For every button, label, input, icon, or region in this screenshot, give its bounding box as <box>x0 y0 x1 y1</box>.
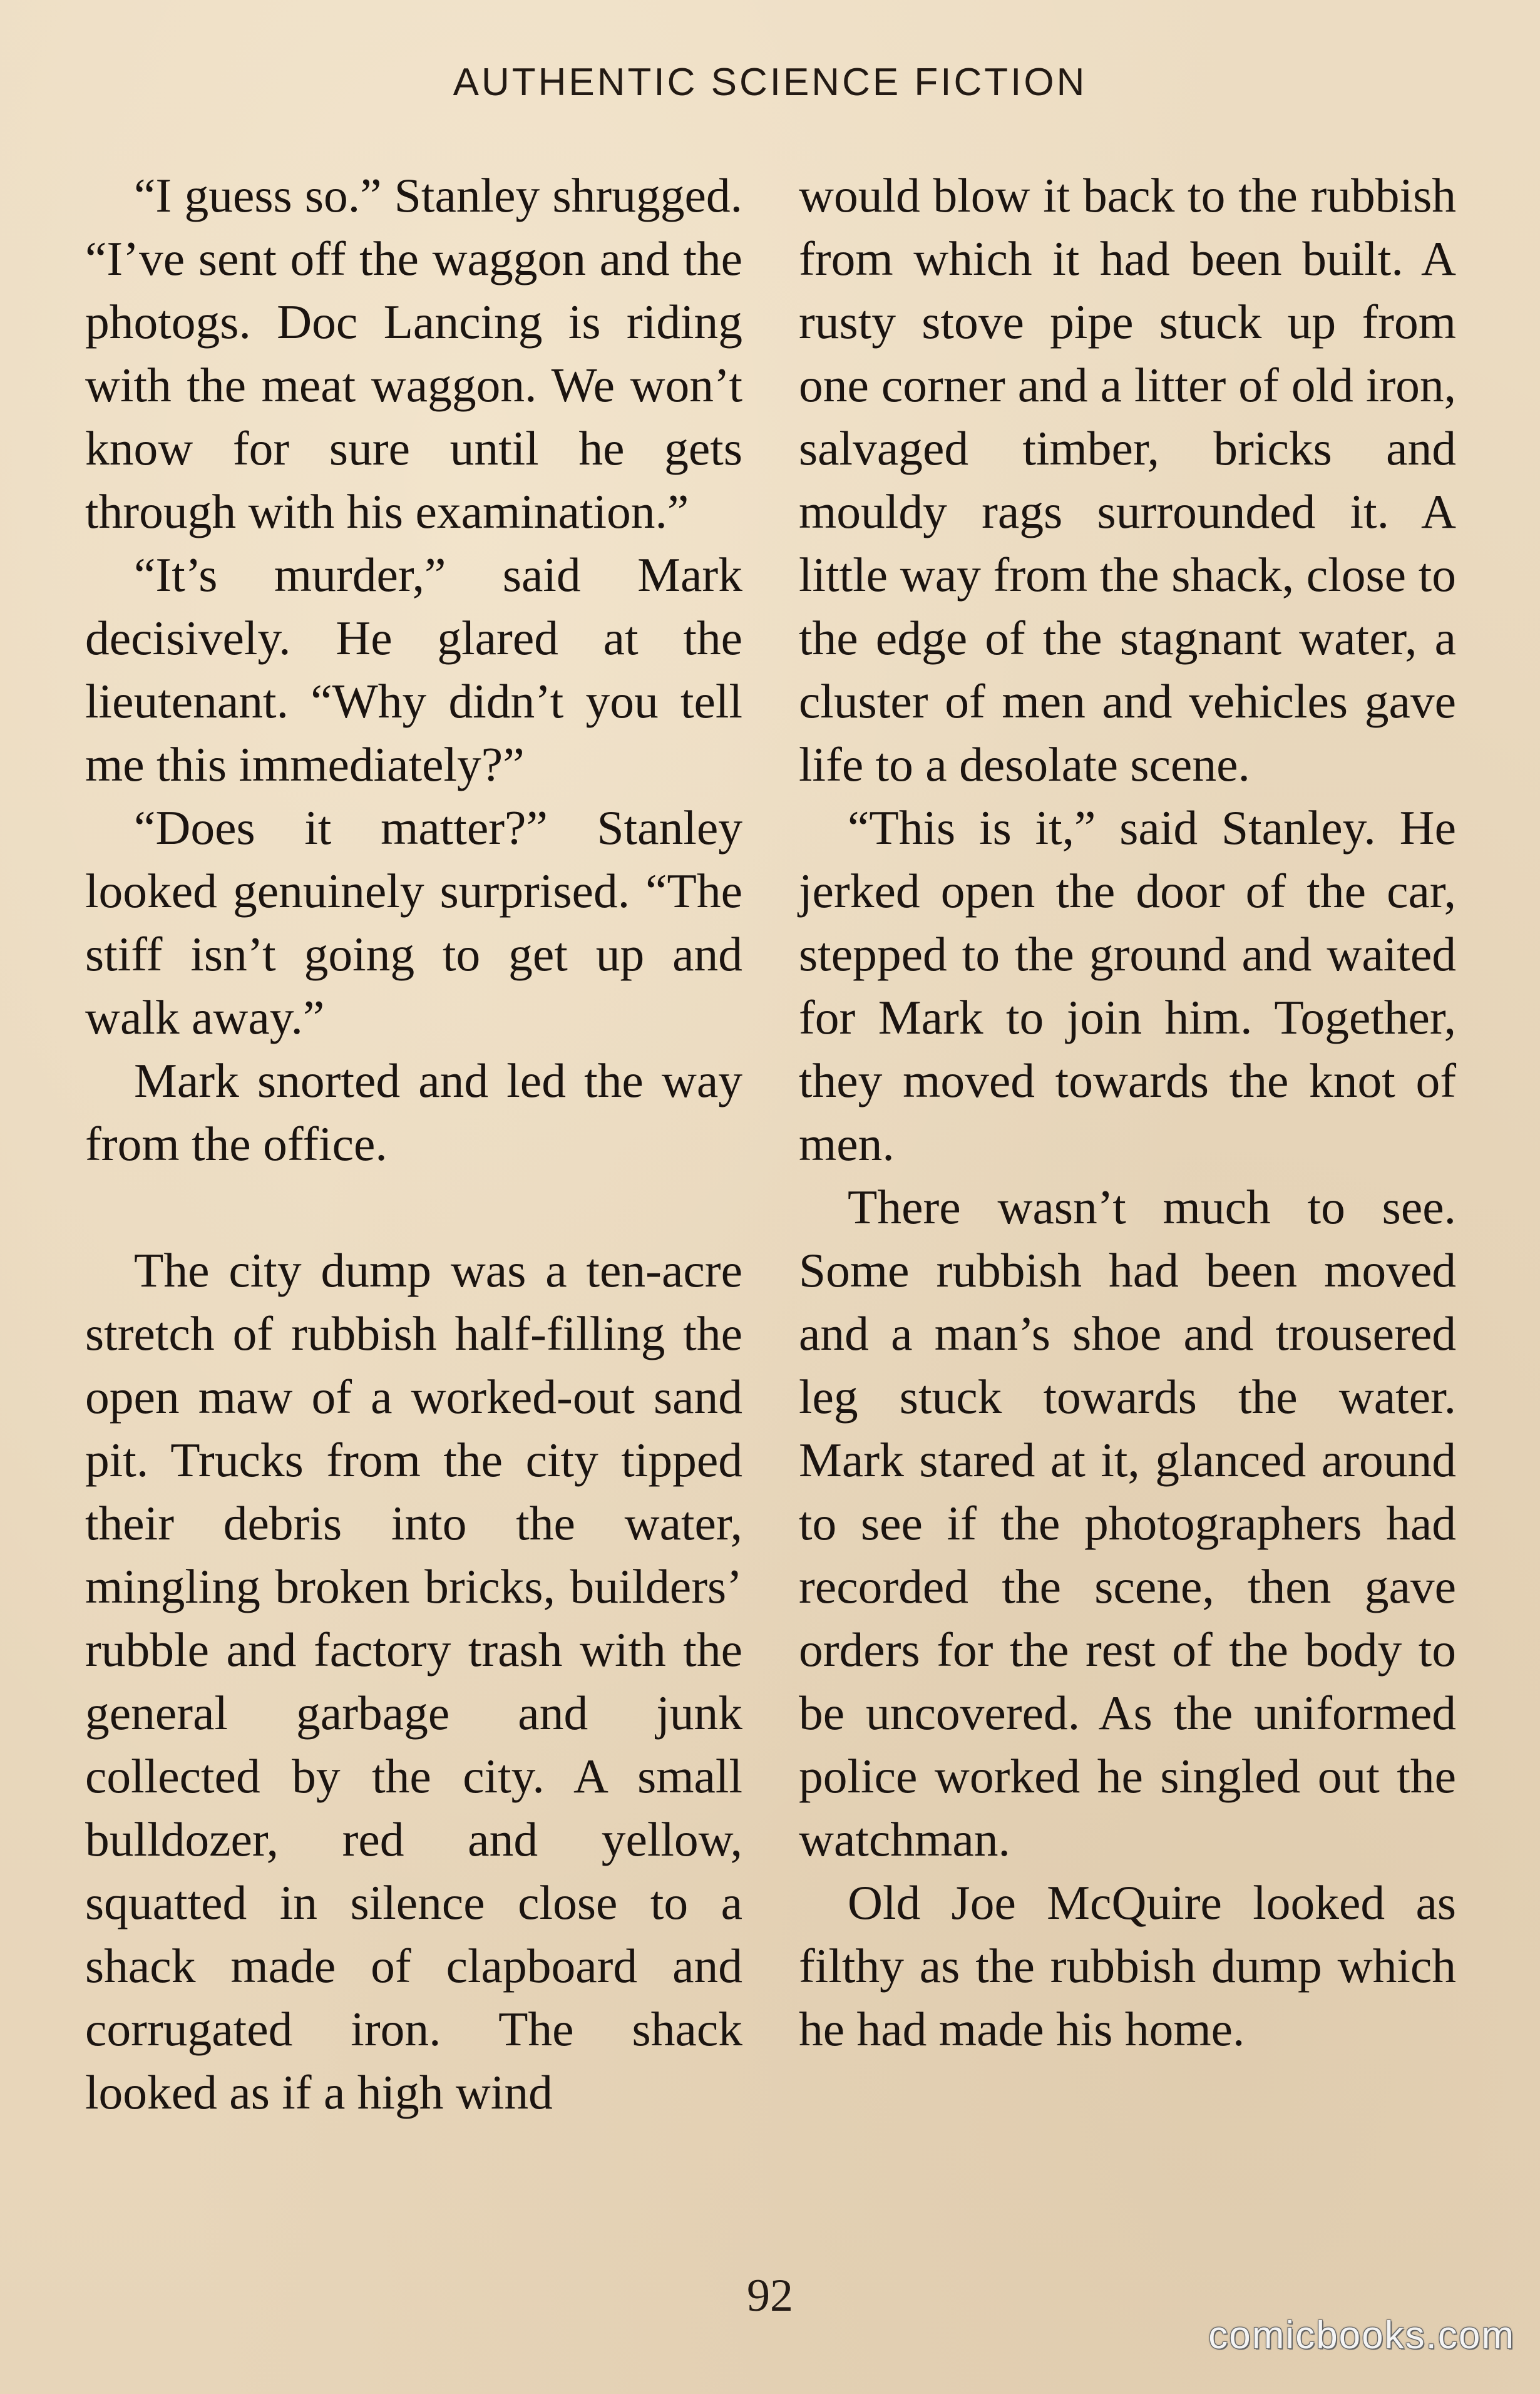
left-paragraph-3: “Does it matter?” Stanley looked genuinely surprised. “The stiff isn’t going to get up and walk away.” <box>85 801 742 1044</box>
page-number: 92 <box>747 2270 793 2321</box>
left-paragraph-5: The city dump was a ten-acre stretch of rubbish half-filling the open maw of a worked-out sand pit. Trucks from the city tipped their debris into the water, mingling broken bricks, builders’ rubble and factory trash with the general garbage and junk collected by the city. A small bulldozer, red and yellow, squatted in silence close to a shack made of clapboard and corrugated iron. The shack looked as if a high wind <box>85 1243 742 2119</box>
right-paragraph-2: “This is it,” said Stanley. He jerked open the door of the car, stepped to the ground and waited for Mark to join him. Together, they moved towards the knot of men. <box>799 801 1456 1171</box>
right-column <box>799 164 1456 2061</box>
left-paragraph-2: “It’s murder,” said Mark decisively. He glared at the lieutenant. “Why didn’t you tell me this immediately?” <box>85 548 742 791</box>
running-head: AUTHENTIC SCIENCE FICTION <box>453 61 1087 104</box>
right-paragraph-1: would blow it back to the rubbish from which it had been built. A rusty stove pipe stuck up from one corner and a litter of old iron, salvaged timber, bricks and mouldy rags surrounded it. A little way from the shack, close to the edge of the stagnant water, a cluster of men and vehicles gave life to a desolate scene. <box>799 168 1456 791</box>
left-paragraph-4: Mark snorted and led the way from the office. <box>85 1054 742 1171</box>
left-paragraph-1: “I guess so.” Stanley shrugged. “I’ve sent off the waggon and the photogs. Doc Lancing is riding with the meat waggon. We won’t know for sure until he gets through with his examination.” <box>85 168 742 538</box>
section-break <box>85 1176 742 1239</box>
watermark: comicbooks.com <box>1208 2314 1515 2357</box>
right-paragraph-3: There wasn’t much to see. Some rubbish had been moved and a man’s shoe and trousered leg stuck towards the water. Mark stared at it, glanced around to see if the photographers had recorded the scene, then gave orders for the rest of the body to be uncovered. As the uniformed police worked he singled out the watchman. <box>799 1180 1456 1866</box>
left-column <box>85 164 742 2124</box>
right-paragraph-4: Old Joe McQuire looked as filthy as the rubbish dump which he had made his home. <box>799 1876 1456 2056</box>
